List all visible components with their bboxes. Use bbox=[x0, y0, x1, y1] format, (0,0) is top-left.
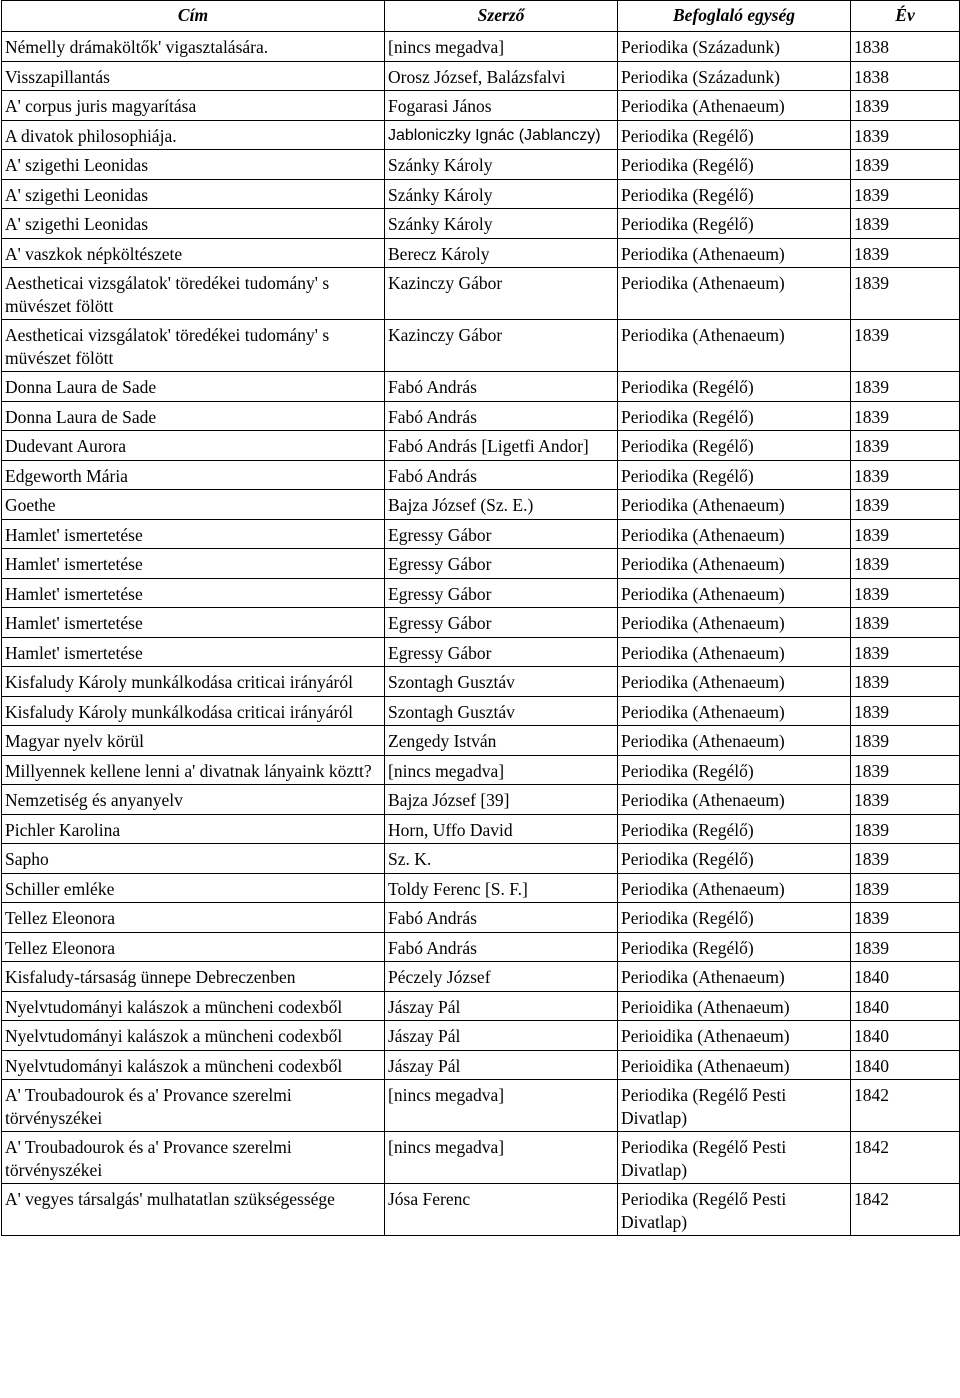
cell-container: Periodika (Athenaeum) bbox=[618, 785, 851, 815]
cell-container: Perioidika (Athenaeum) bbox=[618, 1050, 851, 1080]
cell-year: 1842 bbox=[851, 1132, 960, 1184]
cell-year: 1842 bbox=[851, 1184, 960, 1236]
cell-author: [nincs megadva] bbox=[385, 32, 618, 62]
cell-year: 1839 bbox=[851, 785, 960, 815]
cell-title: Hamlet' ismertetése bbox=[2, 637, 385, 667]
table-row bbox=[2, 873, 960, 903]
cell-year: 1839 bbox=[851, 903, 960, 933]
cell-year: 1842 bbox=[851, 1080, 960, 1132]
cell-author: Egressy Gábor bbox=[385, 637, 618, 667]
cell-author: Szánky Károly bbox=[385, 150, 618, 180]
cell-author: Fabó András bbox=[385, 932, 618, 962]
cell-container: Periodika (Athenaeum) bbox=[618, 320, 851, 372]
table-row bbox=[2, 238, 960, 268]
table-row bbox=[2, 903, 960, 933]
bibliography-table bbox=[1, 0, 960, 1236]
table-row bbox=[2, 209, 960, 239]
cell-author: Fabó András bbox=[385, 401, 618, 431]
cell-title: Tellez Eleonora bbox=[2, 932, 385, 962]
cell-container: Periodika (Regélő Pesti Divatlap) bbox=[618, 1080, 851, 1132]
cell-container: Periodika (Regélő) bbox=[618, 179, 851, 209]
header-year: Év bbox=[851, 1, 960, 32]
cell-title: Magyar nyelv körül bbox=[2, 726, 385, 756]
cell-author: Orosz József, Balázsfalvi bbox=[385, 61, 618, 91]
cell-title: Némelly drámaköltők' vigasztalására. bbox=[2, 32, 385, 62]
cell-year: 1839 bbox=[851, 814, 960, 844]
table-row bbox=[2, 490, 960, 520]
table-row bbox=[2, 844, 960, 874]
cell-container: Periodika (Regélő) bbox=[618, 814, 851, 844]
table-row bbox=[2, 578, 960, 608]
cell-title: Pichler Karolina bbox=[2, 814, 385, 844]
cell-author: Jászay Pál bbox=[385, 1050, 618, 1080]
cell-year: 1839 bbox=[851, 637, 960, 667]
cell-container: Perioidika (Athenaeum) bbox=[618, 991, 851, 1021]
cell-author: Péczely József bbox=[385, 962, 618, 992]
table-row bbox=[2, 431, 960, 461]
cell-title: Tellez Eleonora bbox=[2, 903, 385, 933]
cell-title: Sapho bbox=[2, 844, 385, 874]
cell-author: Szontagh Gusztáv bbox=[385, 667, 618, 697]
cell-author: [nincs megadva] bbox=[385, 1080, 618, 1132]
table-row bbox=[2, 150, 960, 180]
table-row bbox=[2, 637, 960, 667]
cell-container: Periodika (Századunk) bbox=[618, 32, 851, 62]
cell-container: Periodika (Athenaeum) bbox=[618, 726, 851, 756]
cell-author: Kazinczy Gábor bbox=[385, 320, 618, 372]
table-row bbox=[2, 460, 960, 490]
table-row bbox=[2, 268, 960, 320]
cell-author: Jabloniczky Ignác (Jablanczy) bbox=[385, 120, 618, 150]
header-title: Cím bbox=[2, 1, 385, 32]
cell-year: 1839 bbox=[851, 932, 960, 962]
cell-container: Periodika (Regélő) bbox=[618, 460, 851, 490]
table-row bbox=[2, 519, 960, 549]
cell-title: Donna Laura de Sade bbox=[2, 401, 385, 431]
cell-year: 1839 bbox=[851, 460, 960, 490]
cell-title: A divatok philosophiája. bbox=[2, 120, 385, 150]
cell-container: Periodika (Regélő) bbox=[618, 431, 851, 461]
cell-container: Periodika (Athenaeum) bbox=[618, 490, 851, 520]
cell-year: 1839 bbox=[851, 578, 960, 608]
table-row bbox=[2, 549, 960, 579]
header-author: Szerző bbox=[385, 1, 618, 32]
cell-year: 1838 bbox=[851, 61, 960, 91]
cell-year: 1839 bbox=[851, 696, 960, 726]
cell-author: Jászay Pál bbox=[385, 991, 618, 1021]
cell-container: Periodika (Regélő) bbox=[618, 372, 851, 402]
table-row bbox=[2, 1050, 960, 1080]
table-body bbox=[2, 32, 960, 1236]
cell-title: Nyelvtudományi kalászok a müncheni codexből bbox=[2, 1050, 385, 1080]
cell-title: Hamlet' ismertetése bbox=[2, 608, 385, 638]
cell-year: 1840 bbox=[851, 991, 960, 1021]
cell-author: Bajza József [39] bbox=[385, 785, 618, 815]
cell-author: Toldy Ferenc [S. F.] bbox=[385, 873, 618, 903]
table-row bbox=[2, 120, 960, 150]
cell-author: Szontagh Gusztáv bbox=[385, 696, 618, 726]
cell-author: Berecz Károly bbox=[385, 238, 618, 268]
cell-author: Fabó András bbox=[385, 460, 618, 490]
cell-author: Szánky Károly bbox=[385, 179, 618, 209]
table-row bbox=[2, 1132, 960, 1184]
table-row bbox=[2, 61, 960, 91]
cell-year: 1839 bbox=[851, 726, 960, 756]
cell-container: Periodika (Athenaeum) bbox=[618, 268, 851, 320]
cell-title: Donna Laura de Sade bbox=[2, 372, 385, 402]
table-row bbox=[2, 1021, 960, 1051]
cell-year: 1839 bbox=[851, 401, 960, 431]
cell-title: A' corpus juris magyarítása bbox=[2, 91, 385, 121]
cell-author: [nincs megadva] bbox=[385, 755, 618, 785]
cell-author: Fogarasi János bbox=[385, 91, 618, 121]
cell-year: 1839 bbox=[851, 372, 960, 402]
cell-author: Bajza József (Sz. E.) bbox=[385, 490, 618, 520]
cell-author: Fabó András bbox=[385, 372, 618, 402]
cell-author: Horn, Uffo David bbox=[385, 814, 618, 844]
cell-author: Egressy Gábor bbox=[385, 519, 618, 549]
cell-container: Periodika (Századunk) bbox=[618, 61, 851, 91]
cell-title: Nyelvtudományi kalászok a müncheni codexből bbox=[2, 991, 385, 1021]
cell-year: 1839 bbox=[851, 549, 960, 579]
cell-year: 1839 bbox=[851, 431, 960, 461]
cell-year: 1839 bbox=[851, 490, 960, 520]
cell-container: Periodika (Regélő) bbox=[618, 401, 851, 431]
cell-year: 1839 bbox=[851, 667, 960, 697]
cell-container: Perioidika (Athenaeum) bbox=[618, 1021, 851, 1051]
table-row bbox=[2, 320, 960, 372]
cell-title: Nyelvtudományi kalászok a müncheni codexből bbox=[2, 1021, 385, 1051]
cell-title: Aestheticai vizsgálatok' töredékei tudomány' s müvészet fölött bbox=[2, 268, 385, 320]
cell-year: 1839 bbox=[851, 209, 960, 239]
table-row bbox=[2, 726, 960, 756]
cell-title: Schiller emléke bbox=[2, 873, 385, 903]
cell-title: A' vegyes társalgás' mulhatatlan szükségessége bbox=[2, 1184, 385, 1236]
cell-title: Dudevant Aurora bbox=[2, 431, 385, 461]
cell-author: [nincs megadva] bbox=[385, 1132, 618, 1184]
cell-title: Nemzetiség és anyanyelv bbox=[2, 785, 385, 815]
cell-year: 1839 bbox=[851, 755, 960, 785]
table-row bbox=[2, 91, 960, 121]
cell-title: Visszapillantás bbox=[2, 61, 385, 91]
cell-container: Periodika (Athenaeum) bbox=[618, 608, 851, 638]
cell-author: Jósa Ferenc bbox=[385, 1184, 618, 1236]
cell-year: 1839 bbox=[851, 238, 960, 268]
cell-title: Aestheticai vizsgálatok' töredékei tudomány' s müvészet fölött bbox=[2, 320, 385, 372]
cell-container: Periodika (Athenaeum) bbox=[618, 962, 851, 992]
cell-year: 1840 bbox=[851, 962, 960, 992]
cell-year: 1839 bbox=[851, 873, 960, 903]
table-row bbox=[2, 1184, 960, 1236]
cell-container: Periodika (Athenaeum) bbox=[618, 696, 851, 726]
cell-author: Egressy Gábor bbox=[385, 578, 618, 608]
cell-title: A' szigethi Leonidas bbox=[2, 209, 385, 239]
cell-container: Periodika (Athenaeum) bbox=[618, 519, 851, 549]
header-row bbox=[2, 1, 960, 32]
cell-author: Szánky Károly bbox=[385, 209, 618, 239]
cell-year: 1839 bbox=[851, 320, 960, 372]
cell-title: Edgeworth Mária bbox=[2, 460, 385, 490]
cell-author: Kazinczy Gábor bbox=[385, 268, 618, 320]
cell-author: Fabó András [Ligetfi Andor] bbox=[385, 431, 618, 461]
cell-container: Periodika (Regélő) bbox=[618, 120, 851, 150]
cell-author: Jászay Pál bbox=[385, 1021, 618, 1051]
cell-title: Goethe bbox=[2, 490, 385, 520]
table-row bbox=[2, 962, 960, 992]
cell-title: A' szigethi Leonidas bbox=[2, 179, 385, 209]
cell-container: Periodika (Regélő) bbox=[618, 755, 851, 785]
table-row bbox=[2, 608, 960, 638]
cell-container: Periodika (Regélő) bbox=[618, 903, 851, 933]
table-header bbox=[2, 1, 960, 32]
cell-container: Periodika (Regélő) bbox=[618, 844, 851, 874]
cell-container: Periodika (Regélő) bbox=[618, 932, 851, 962]
cell-year: 1840 bbox=[851, 1021, 960, 1051]
table-row bbox=[2, 401, 960, 431]
cell-title: A' Troubadourok és a' Provance szerelmi törvényszékei bbox=[2, 1080, 385, 1132]
cell-title: Kisfaludy-társaság ünnepe Debreczenben bbox=[2, 962, 385, 992]
cell-year: 1839 bbox=[851, 519, 960, 549]
cell-container: Periodika (Athenaeum) bbox=[618, 91, 851, 121]
cell-container: Periodika (Athenaeum) bbox=[618, 578, 851, 608]
table-row bbox=[2, 932, 960, 962]
table-row bbox=[2, 991, 960, 1021]
cell-author: Sz. K. bbox=[385, 844, 618, 874]
cell-container: Periodika (Athenaeum) bbox=[618, 637, 851, 667]
cell-title: Hamlet' ismertetése bbox=[2, 578, 385, 608]
cell-container: Periodika (Athenaeum) bbox=[618, 667, 851, 697]
table-row bbox=[2, 667, 960, 697]
table-row bbox=[2, 696, 960, 726]
cell-container: Periodika (Regélő Pesti Divatlap) bbox=[618, 1132, 851, 1184]
cell-title: Kisfaludy Károly munkálkodása criticai irányáról bbox=[2, 667, 385, 697]
cell-author: Fabó András bbox=[385, 903, 618, 933]
cell-container: Periodika (Regélő Pesti Divatlap) bbox=[618, 1184, 851, 1236]
cell-year: 1839 bbox=[851, 120, 960, 150]
cell-year: 1839 bbox=[851, 608, 960, 638]
cell-title: Hamlet' ismertetése bbox=[2, 549, 385, 579]
cell-container: Periodika (Athenaeum) bbox=[618, 873, 851, 903]
cell-title: A' Troubadourok és a' Provance szerelmi törvényszékei bbox=[2, 1132, 385, 1184]
cell-author: Zengedy István bbox=[385, 726, 618, 756]
table-row bbox=[2, 32, 960, 62]
table-row bbox=[2, 372, 960, 402]
table-row bbox=[2, 814, 960, 844]
table-row bbox=[2, 785, 960, 815]
cell-year: 1839 bbox=[851, 150, 960, 180]
header-container: Befoglaló egység bbox=[618, 1, 851, 32]
cell-container: Periodika (Athenaeum) bbox=[618, 549, 851, 579]
cell-container: Periodika (Regélő) bbox=[618, 150, 851, 180]
cell-author: Egressy Gábor bbox=[385, 549, 618, 579]
table-row bbox=[2, 755, 960, 785]
cell-container: Periodika (Regélő) bbox=[618, 209, 851, 239]
cell-year: 1840 bbox=[851, 1050, 960, 1080]
table-row bbox=[2, 179, 960, 209]
cell-author: Egressy Gábor bbox=[385, 608, 618, 638]
cell-year: 1839 bbox=[851, 91, 960, 121]
cell-title: A' szigethi Leonidas bbox=[2, 150, 385, 180]
cell-title: Kisfaludy Károly munkálkodása criticai irányáról bbox=[2, 696, 385, 726]
cell-year: 1839 bbox=[851, 844, 960, 874]
cell-title: Millyennek kellene lenni a' divatnak lányaink köztt? bbox=[2, 755, 385, 785]
cell-title: Hamlet' ismertetése bbox=[2, 519, 385, 549]
cell-year: 1838 bbox=[851, 32, 960, 62]
cell-title: A' vaszkok népköltészete bbox=[2, 238, 385, 268]
table-row bbox=[2, 1080, 960, 1132]
cell-year: 1839 bbox=[851, 179, 960, 209]
cell-container: Periodika (Athenaeum) bbox=[618, 238, 851, 268]
cell-year: 1839 bbox=[851, 268, 960, 320]
